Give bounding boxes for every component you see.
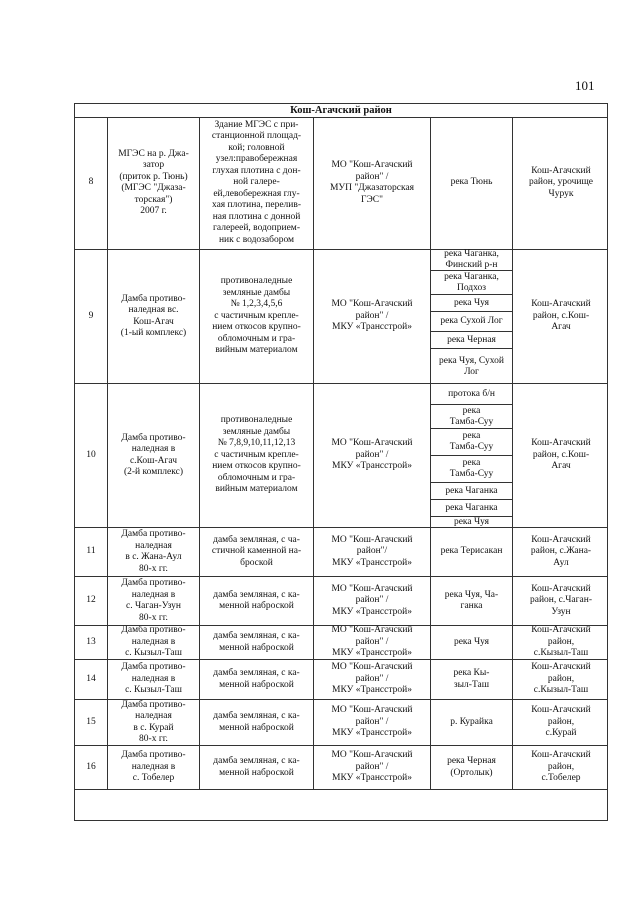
facility-name [108,577,200,625]
river-text: река Тамба-Суу [449,458,494,479]
river-subcell [431,456,513,483]
river-text: река Кы- зыл-Таш [453,668,490,690]
row-number [75,577,108,625]
facility-name [108,528,200,576]
facility-description [200,577,314,625]
owner-operator [314,117,431,249]
facility-name [108,746,200,789]
table-row [75,746,607,790]
facility-description-text: дамба земляная, с ка- менной наброской [213,668,300,690]
river-text: река Сухой Лог [440,316,503,326]
river-subcell [431,332,513,349]
row-number [75,528,108,576]
table-row [75,700,607,746]
row-number-text: 15 [86,716,96,727]
location-text: Кош-Агачский район, с.Жана- Аул [530,534,592,568]
table-row [75,660,607,700]
location [513,626,609,659]
owner-operator [314,660,431,699]
owner-operator-text: МО "Кош-Агачский район" / МКУ «Трансстрой» [331,705,413,739]
owner-operator-text: МО "Кош-Агачский район" / МУП "Джазаторская ГЭС" [329,160,415,205]
river-text: река Терисакан [440,546,503,557]
row-number-text: 12 [86,595,96,606]
section-title: Кош-Агачский район [75,104,607,118]
facility-description-text: дамба земляная, с ча- стичной каменной на- броской [211,534,302,568]
owner-operator-text: МО "Кош-Агачский район" / МКУ «Трансстрой» [331,438,413,472]
row-number-text: 13 [86,636,96,647]
owner-operator [314,250,431,383]
river-text: река Чаганка [445,502,498,513]
page-number: 101 [575,78,595,93]
facility-name [108,626,200,659]
owner-operator [314,626,431,659]
table-row [75,384,607,528]
owner-operator [314,746,431,789]
facility-name-text: Дамба противо- наледная в с. Тобелер [121,750,186,784]
table-row [75,250,607,384]
river-text: протока б/н [448,388,495,399]
facility-name-text: МГЭС на р. Джа- затор (приток р. Тюнь) (МГЭС "Джаза- торская") 2007 г. [118,148,189,216]
facility-description-text: дамба земляная, с ка- менной наброской [213,589,300,611]
river-text: река Черная [447,334,496,345]
river-text: река Черная (Ортолык) [447,756,496,778]
owner-operator-text: МО "Кош-Агачский район" / МКУ «Трансстрой» [331,299,413,333]
river-subcell [431,429,513,456]
river-subcell [431,349,513,384]
facility-name [108,117,200,249]
facility-description [200,528,314,576]
facility-name-text: Дамба противо- наледная в с. Чаган-Узун 80-х гг. [121,578,186,623]
river-text: река Тюнь [450,177,493,188]
owner-operator-text: МО "Кош-Агачский район" / МКУ «Трансстрой» [331,583,413,617]
owner-operator [314,700,431,745]
facility-description [200,660,314,699]
facility-name-text: Дамба противо- наледная вс. Кош-Агач (1-ый комплекс) [120,293,187,338]
river-cell [431,626,513,659]
row-number-text: 11 [86,546,96,557]
row-number [75,660,108,699]
table-row [75,528,607,577]
river-subcell [431,271,513,295]
location [513,746,609,789]
location-text: Кош-Агачский район, с.Чаган- Узун [530,583,592,617]
owner-operator-text: МО "Кош-Агачский район" / МКУ «Трансстрой» [331,662,413,696]
row-number [75,250,108,383]
river-cell [431,746,513,789]
table-row [75,117,607,250]
facility-name-text: Дамба противо- наледная в с. Курай 80-х гг. [121,700,186,744]
river-cell [431,528,513,576]
river-text: река Чуя [453,297,490,308]
location [513,660,609,699]
facility-description-text: противоналедные земляные дамбы № 1,2,3,4,5,6 с частичным крепле- нием откосов крупно- обломочным и гра- вийным материалом [212,276,301,356]
river-text: река Тамба-Суу [449,405,494,427]
facility-description-text: Здание МГЭС с при- станционной площад- кой; головной узел:правобережная глухая плотина с дон- ной галере- ей,левобережная глу- хая плотина, перелив- ная плотина с донной галереей, водоприем- ник с водозабором [211,119,302,245]
table-row [75,577,607,626]
location [513,700,609,745]
owner-operator [314,384,431,527]
table-row [75,626,607,660]
river-text: река Чуя [453,517,490,527]
facility-description [200,746,314,789]
row-number [75,626,108,659]
facility-name [108,660,200,699]
location [513,117,609,249]
location-text: Кош-Агачский район, с.Кош- Агач [531,438,591,472]
owner-operator [314,528,431,576]
location [513,384,609,527]
facility-description [200,384,314,527]
facility-description-text: дамба земляная, с ка- менной наброской [213,711,300,733]
location [513,250,609,383]
river-cell [431,660,513,699]
location-text: Кош-Агачский район, с.Кош- Агач [531,299,591,333]
river-text: река Чаганка, Финский р-н [444,249,499,270]
facility-name-text: Дамба противо- наледная в с.Кош-Агач (2-й комплекс) [121,432,186,477]
river-cell [431,700,513,745]
row-number [75,117,108,249]
row-number [75,700,108,745]
river-cell [431,577,513,625]
location-text: Кош-Агачский район, с.Кызыл-Таш [531,662,591,696]
facility-name [108,384,200,527]
owner-operator-text: МО "Кош-Агачский район"/ МКУ «Трансстрой» [331,534,413,568]
river-cell [431,117,513,249]
facility-name [108,250,200,383]
facility-name [108,700,200,745]
owner-operator-text: МО "Кош-Агачский район" / МКУ «Трансстрой» [331,626,413,659]
river-subcell [431,517,513,528]
owner-operator-text: МО "Кош-Агачский район" / МКУ «Трансстрой» [331,750,413,784]
river-text: река Чуя [453,636,490,647]
facility-name-text: Дамба противо- наледная в с. Жана-Аул 80-х гг. [121,529,186,574]
river-subcell [431,500,513,517]
facility-description [200,700,314,745]
river-text: река Чаганка, Подхоз [444,271,499,293]
owner-operator [314,577,431,625]
row-number-text: 16 [86,761,96,772]
river-text: река Чуя, Ча- ганка [444,589,499,611]
location-text: Кош-Агачский район, с.Кызыл-Таш [531,626,591,659]
row-number-text: 8 [88,177,94,188]
row-number [75,746,108,789]
river-subcell [431,312,513,332]
facility-description-text: дамба земляная, с ка- менной наброской [213,631,300,653]
river-subcell [431,384,513,405]
facility-description-text: дамба земляная, с ка- менной наброской [213,756,300,778]
facility-name-text: Дамба противо- наледная в с. Кызыл-Таш [121,662,186,696]
facility-description [200,626,314,659]
river-subcell [431,483,513,500]
row-number-text: 14 [86,673,96,684]
river-subcell [431,295,513,312]
facility-description [200,250,314,383]
river-text: река Тамба-Суу [449,431,494,452]
location [513,577,609,625]
river-subcell [431,405,513,429]
location-text: Кош-Агачский район, урочище Чурук [528,165,594,199]
facility-description-text: противоналедные земляные дамбы № 7,8,9,10,11,12,13 с частичным крепле- нием откосов крупно- обломочным и гра- вийным материалом [212,415,301,495]
location [513,528,609,576]
river-subcell [431,250,513,271]
river-text: река Чуя, Сухой Лог [439,355,504,377]
row-number-text: 9 [88,310,94,321]
location-text: Кош-Агачский район, с.Курай [531,705,591,739]
row-number [75,384,108,527]
facility-name-text: Дамба противо- наледная в с. Кызыл-Таш [121,626,186,659]
facility-description [200,117,314,249]
facility-table [74,103,608,821]
river-text: река Чаганка [445,485,498,496]
location-text: Кош-Агачский район, с.Тобелер [531,750,591,784]
river-text: р. Курайка [450,716,493,727]
row-number-text: 10 [86,449,96,460]
